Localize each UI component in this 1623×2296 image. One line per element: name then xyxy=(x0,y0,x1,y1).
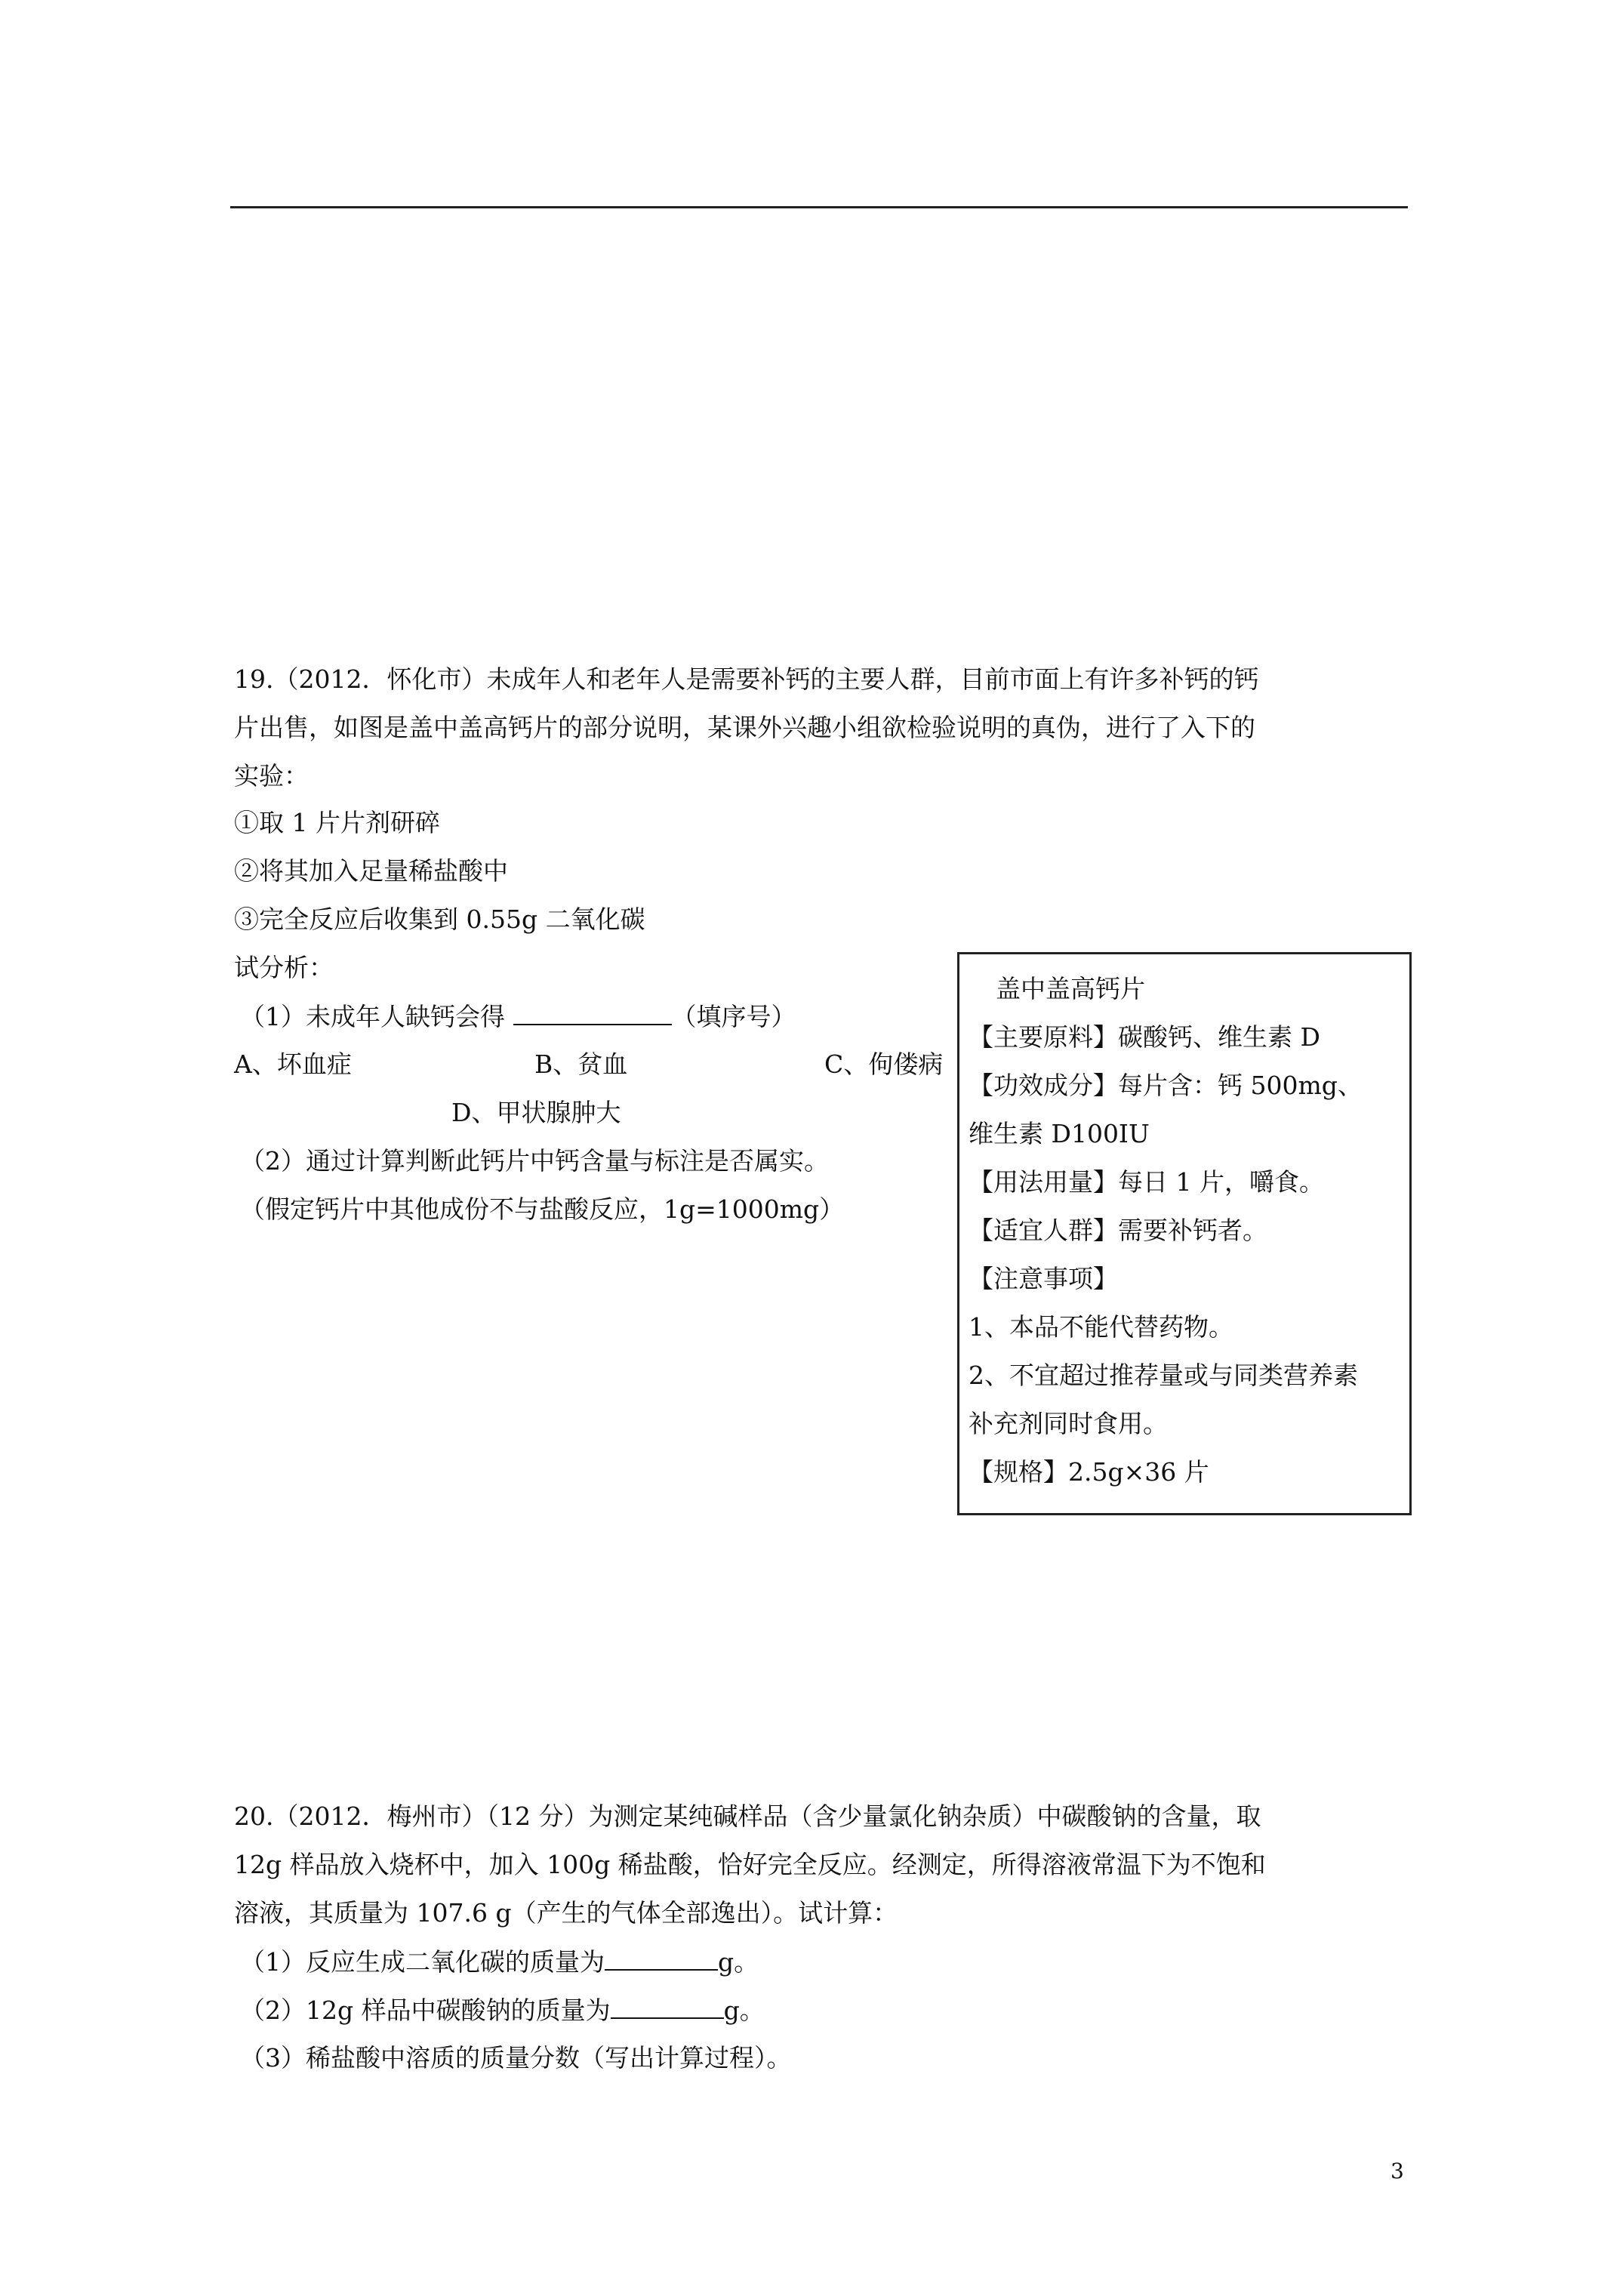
q20-line-1: 20.（2012．梅州市）（12 分）为测定某纯碱样品（含少量氯化钠杂质）中碳酸钠的含量，取 xyxy=(234,1801,1261,1831)
q20-sub2-suffix: g。 xyxy=(723,1996,765,2025)
label-ingredients: 【主要原料】碳酸钙、维生素 D xyxy=(969,1022,1320,1052)
q20-line-3: 溶液，其质量为 107.6 g（产生的气体全部逸出）。试计算： xyxy=(234,1898,898,1928)
option-c: C、佝偻病 xyxy=(824,1049,944,1079)
answer-blank-na2co3-mass[interactable] xyxy=(611,1995,724,2019)
q20-sub1-prefix: （1）反应生成二氧化碳的质量为 xyxy=(240,1947,605,1977)
q20-sub-question-3: （3）稀盐酸中溶质的质量分数（写出计算过程）。 xyxy=(240,2043,792,2073)
q19-sub-question-1 xyxy=(240,1001,796,1032)
label-title: 盖中盖高钙片 xyxy=(996,974,1145,1003)
q20-sub-question-1 xyxy=(240,1946,759,1977)
option-d: D、甲状腺肿大 xyxy=(451,1098,621,1127)
q19-line-3: 实验： xyxy=(234,761,309,791)
q19-step-2: ②将其加入足量稀盐酸中 xyxy=(234,856,508,886)
label-dosage: 【用法用量】每日 1 片，嚼食。 xyxy=(969,1167,1324,1197)
label-effect-line-2: 维生素 D100IU xyxy=(969,1119,1150,1148)
q20-sub2-prefix: （2）12g 样品中碳酸钠的质量为 xyxy=(240,1996,611,2025)
label-audience: 【适宜人群】需要补钙者。 xyxy=(969,1216,1267,1245)
q20-sub-question-2 xyxy=(240,1995,765,2026)
q19-step-1: ①取 1 片片剂研碎 xyxy=(234,808,440,837)
header-rule xyxy=(230,206,1408,208)
q19-note: （假定钙片中其他成份不与盐酸反应，1g=1000mg） xyxy=(240,1194,845,1224)
answer-blank-co2-mass[interactable] xyxy=(605,1946,718,1971)
q19-sub-question-2: （2）通过计算判断此钙片中钙含量与标注是否属实。 xyxy=(240,1146,829,1176)
label-effect-line-1: 【功效成分】每片含：钙 500mg、 xyxy=(969,1071,1363,1100)
q20-line-2: 12g 样品放入烧杯中，加入 100g 稀盐酸，恰好完全反应。经测定，所得溶液常温下为不饱和 xyxy=(234,1850,1266,1879)
option-a: A、坏血症 xyxy=(234,1049,352,1079)
q19-line-2: 片出售，如图是盖中盖高钙片的部分说明，某课外兴趣小组欲检验说明的真伪，进行了入下的 xyxy=(234,713,1255,742)
q19-step-3: ③完全反应后收集到 0.55g 二氧化碳 xyxy=(234,905,645,934)
q20-sub1-suffix: g。 xyxy=(718,1947,759,1977)
label-notes-heading: 【注意事项】 xyxy=(969,1264,1118,1293)
q19-analysis-label: 试分析： xyxy=(234,953,334,982)
product-label-box xyxy=(957,952,1412,1515)
q19-line-1: 19.（2012．怀化市）未成年人和老年人是需要补钙的主要人群，目前市面上有许多补钙的钙 xyxy=(234,664,1259,694)
label-spec: 【规格】2.5g×36 片 xyxy=(969,1457,1209,1487)
page-number: 3 xyxy=(1390,2159,1404,2184)
q19-sub1-prefix: （1）未成年人缺钙会得 xyxy=(240,1002,513,1031)
answer-blank-1[interactable] xyxy=(513,1001,672,1025)
label-note-1: 1、本品不能代替药物。 xyxy=(969,1312,1233,1342)
option-b: B、贫血 xyxy=(534,1049,628,1079)
label-note-2-line-2: 补充剂同时食用。 xyxy=(969,1409,1168,1438)
label-note-2-line-1: 2、不宜超过推荐量或与同类营养素 xyxy=(969,1361,1358,1390)
q19-sub1-suffix: （填序号） xyxy=(671,1002,796,1031)
